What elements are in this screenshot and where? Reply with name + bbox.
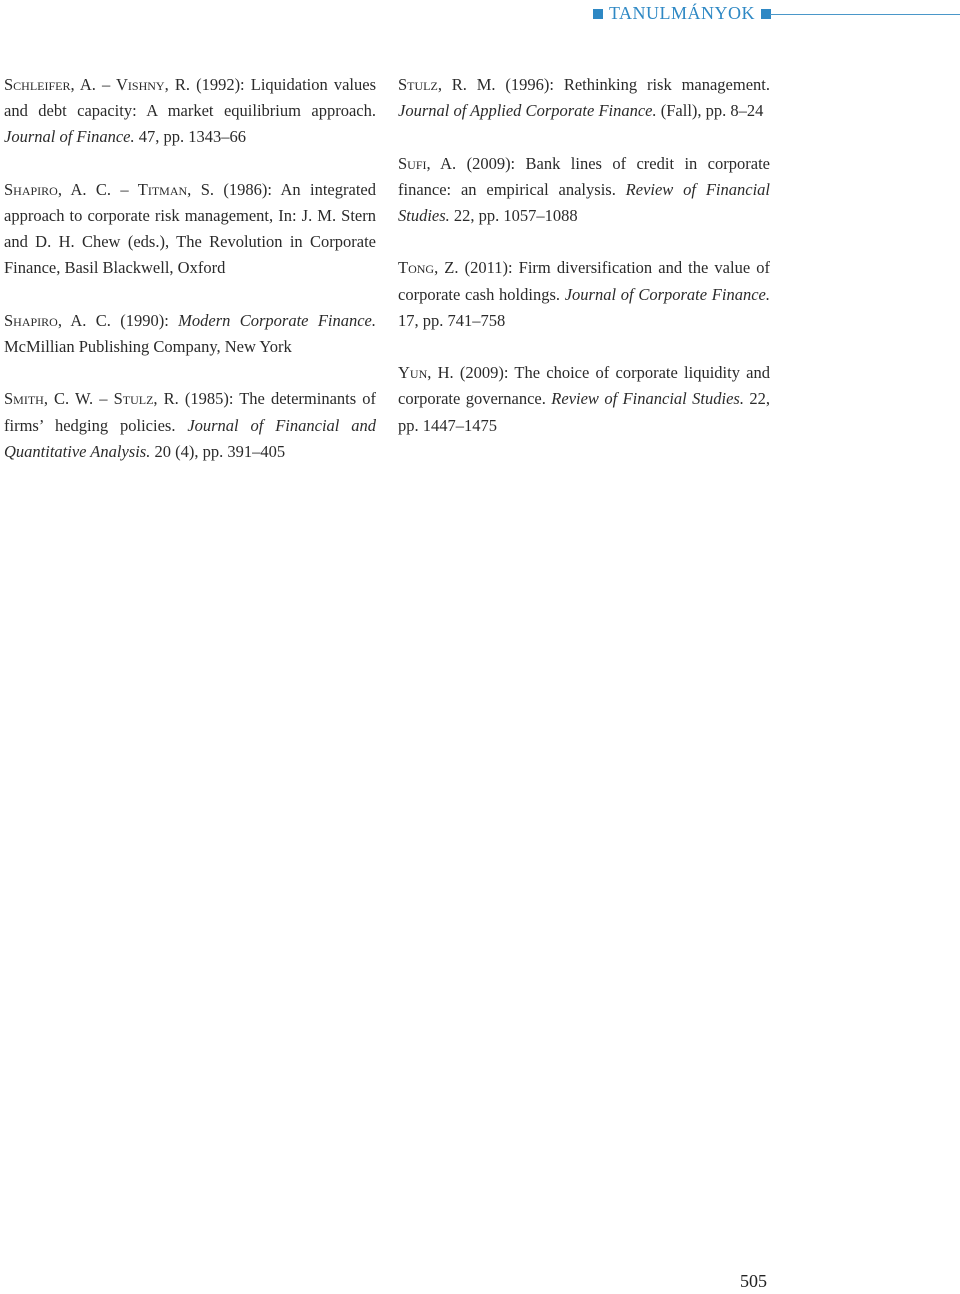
reference-title: Bank lines of credit in corporate finance: an empirical analysis. — [398, 153, 770, 199]
references-right-column — [398, 72, 770, 465]
reference-source: Review of Financial Studies. — [551, 389, 744, 409]
reference-details: (Fall), pp. 8–24 — [656, 101, 764, 121]
reference-year: (1992): — [189, 75, 251, 94]
reference-entry — [398, 360, 770, 439]
reference-authors: Shapiro, A. C. – Titman, S. — [4, 179, 214, 199]
square-bullet-icon — [593, 9, 603, 19]
reference-entry — [4, 72, 376, 151]
reference-year: (2011): — [458, 258, 519, 278]
reference-source: Modern Corporate Finance. — [178, 310, 377, 330]
reference-details: 22, pp. 1057–1088 — [449, 206, 578, 225]
reference-source: Journal of Financial and Quantitative Analysis. — [4, 415, 376, 461]
reference-year: (1996): — [495, 75, 564, 94]
reference-year: (1986): — [214, 179, 281, 199]
reference-entry — [4, 177, 376, 282]
reference-year: (1990): — [110, 310, 179, 330]
reference-year: (2009): — [456, 153, 526, 173]
reference-source: Journal of Applied Corporate Finance. — [398, 101, 657, 121]
reference-entry — [398, 255, 770, 334]
reference-details: 20 (4), pp. 391–405 — [150, 441, 286, 461]
reference-source: Journal of Finance. — [4, 127, 135, 147]
reference-entry — [4, 386, 376, 465]
reference-details: 47, pp. 1343–66 — [134, 127, 246, 147]
reference-year: (2009): — [453, 363, 515, 383]
reference-title: Liquidation values and debt capacity: A market equilibrium approach. — [4, 75, 376, 121]
reference-title: Rethinking risk management. — [563, 75, 770, 94]
section-title — [593, 3, 771, 24]
reference-authors: Schleifer, A. – Vishny, R. — [4, 75, 190, 94]
running-header — [0, 0, 960, 32]
references-left-column — [4, 72, 376, 491]
section-title-text: TANULMÁNYOK — [609, 3, 756, 23]
reference-entry — [398, 72, 770, 124]
reference-details: 17, pp. 741–758 — [398, 310, 506, 330]
reference-source: Review of Financial Studies. — [398, 179, 770, 225]
reference-title: The choice of corporate liquidity and corporate governance. — [398, 363, 770, 409]
reference-authors: Stulz, R. M. — [398, 75, 496, 94]
reference-authors: Smith, C. W. – Stulz, R. — [4, 389, 179, 409]
header-rule — [770, 14, 960, 15]
reference-details: McMillian Publishing Company, New York — [4, 337, 292, 356]
reference-year: (1985): — [178, 389, 240, 409]
reference-authors: Yun, H. — [398, 363, 454, 383]
reference-title: Firm diversification and the value of corporate cash holdings. — [398, 258, 770, 304]
reference-authors: Tong, Z. — [398, 258, 459, 278]
page-number: 505 — [740, 1271, 767, 1291]
reference-details: 22, pp. 1447–1475 — [398, 389, 771, 435]
reference-source: Journal of Corporate Finance. — [564, 284, 770, 304]
reference-title: The determinants of firms’ hedging policies. — [4, 389, 376, 435]
reference-entry — [398, 151, 770, 230]
reference-authors: Shapiro, A. C. — [4, 310, 111, 330]
reference-entry — [4, 308, 376, 360]
reference-title: An integrated approach to corporate risk management, In: J. M. Stern and D. H. Chew (eds.), The Revolution in Corporate Finance, Basil Blackwell, Oxford — [4, 179, 376, 278]
reference-authors: Sufi, A. — [398, 153, 457, 173]
